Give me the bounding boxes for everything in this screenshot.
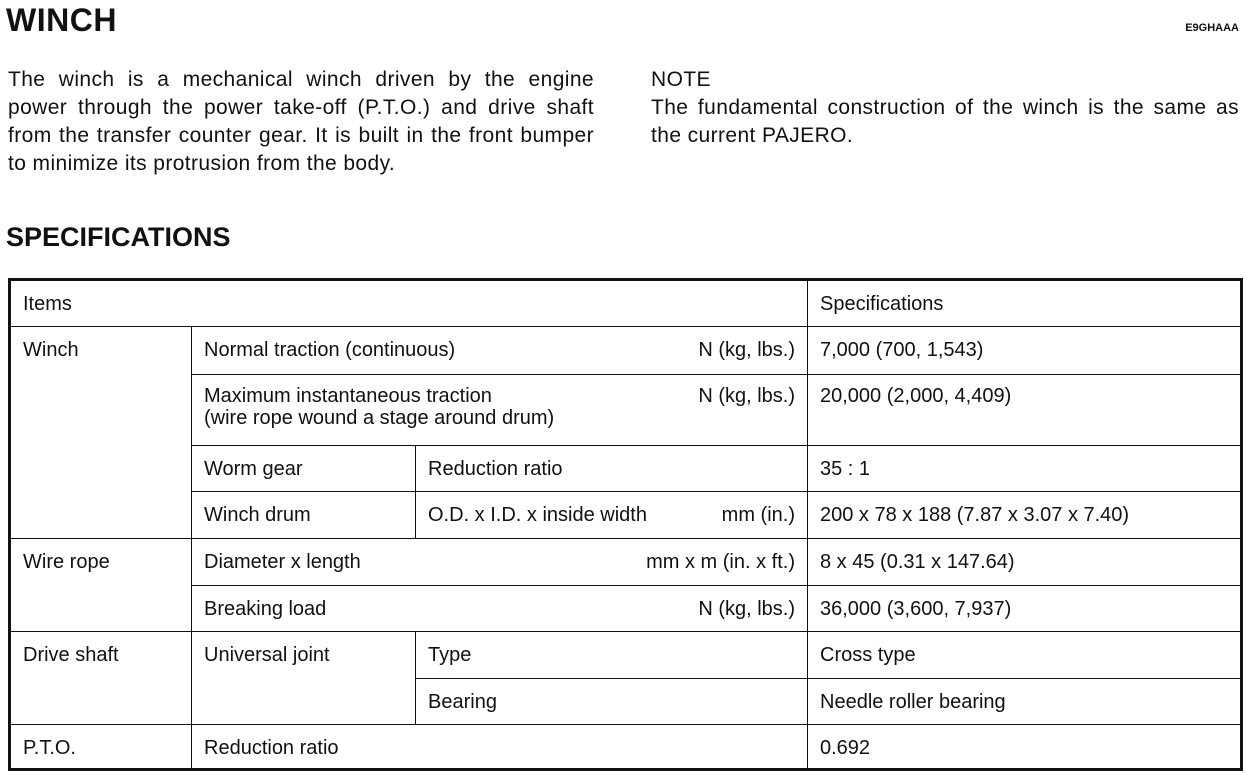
unit-label: mm x m (in. x ft.)	[646, 551, 795, 573]
spec-value: Cross type	[808, 632, 1242, 679]
table-row	[10, 632, 1242, 679]
group-pto: P.T.O.	[10, 725, 192, 770]
group-wire-rope: Wire rope	[10, 539, 192, 632]
spec-value: Needle roller bearing	[808, 679, 1242, 725]
unit-label: N (kg, lbs.)	[698, 339, 795, 361]
note-block	[651, 66, 1239, 150]
table-row	[10, 539, 1242, 586]
table-row	[10, 586, 1242, 632]
sub-item-label: O.D. x I.D. x inside width	[428, 504, 647, 526]
group-drive-shaft: Drive shaft	[10, 632, 192, 725]
item-label: Reduction ratio	[192, 725, 808, 770]
spec-value: 200 x 78 x 188 (7.87 x 3.07 x 7.40)	[808, 492, 1242, 539]
item-label: Diameter x length	[204, 551, 361, 573]
document-code: E9GHAAA	[1185, 22, 1239, 34]
header-specs: Specifications	[808, 280, 1242, 327]
sub-item-label: Type	[416, 632, 808, 679]
item-label: Normal traction (continuous)	[204, 339, 456, 361]
item-note: (wire rope wound a stage around drum)	[204, 407, 555, 429]
specifications-table	[8, 278, 1243, 771]
note-label: NOTE	[651, 68, 711, 91]
sub-item-label: Reduction ratio	[416, 446, 808, 492]
header-items: Items	[10, 280, 808, 327]
spec-value: 8 x 45 (0.31 x 147.64)	[808, 539, 1242, 586]
table-row	[10, 375, 1242, 446]
item-label: Worm gear	[192, 446, 416, 492]
item-label: Universal joint	[192, 632, 416, 725]
spec-value: 35 : 1	[808, 446, 1242, 492]
note-text: The fundamental construction of the winch is the same as the current PAJERO.	[651, 96, 1239, 147]
intro-paragraph: The winch is a mechanical winch driven by the engine power through the power take-off (P.T.O.) and drive shaft from the transfer counter gear. It is built in the front bumper to minimize its protrusion from the body.	[8, 68, 594, 175]
table-header-row	[10, 280, 1242, 327]
unit-label: mm (in.)	[721, 504, 795, 526]
page-title: WINCH	[6, 2, 117, 38]
table-row	[10, 725, 1242, 770]
item-label: Breaking load	[204, 598, 327, 620]
section-title: SPECIFICATIONS	[6, 222, 231, 252]
item-label: Winch drum	[192, 492, 416, 539]
spec-value: 7,000 (700, 1,543)	[808, 327, 1242, 375]
table-row	[10, 492, 1242, 539]
spec-value: 36,000 (3,600, 7,937)	[808, 586, 1242, 632]
spec-value: 20,000 (2,000, 4,409)	[808, 375, 1242, 446]
sub-item-label: Bearing	[416, 679, 808, 725]
spec-value: 0.692	[808, 725, 1242, 770]
unit-label: N (kg, lbs.)	[698, 598, 795, 620]
table-row	[10, 327, 1242, 375]
table-row	[10, 446, 1242, 492]
group-winch: Winch	[10, 327, 192, 539]
item-label: Maximum instantaneous traction	[204, 385, 492, 407]
unit-label: N (kg, lbs.)	[698, 385, 795, 407]
